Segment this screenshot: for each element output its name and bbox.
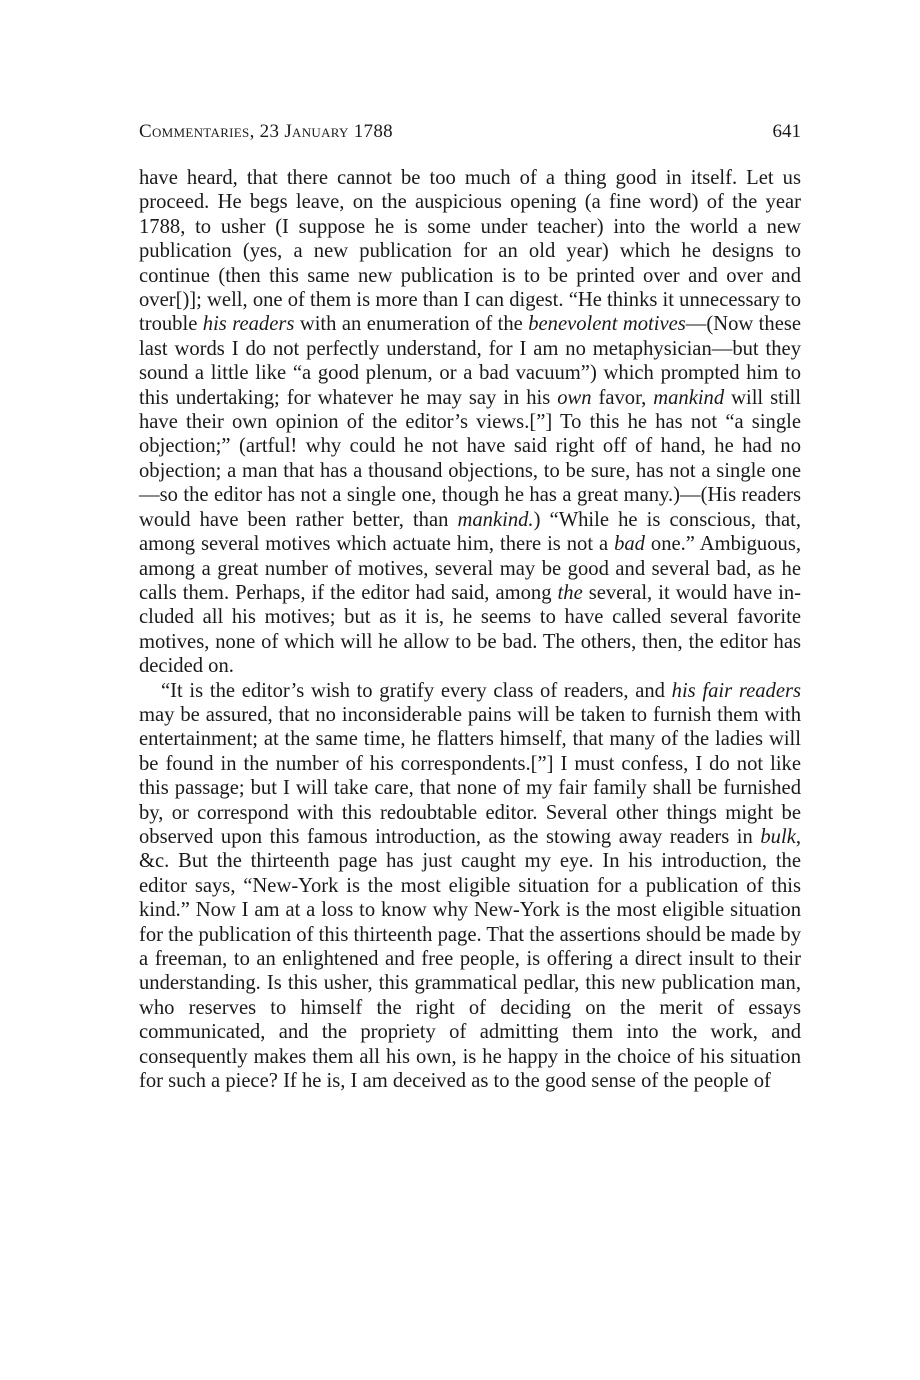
paragraph-text: , &c. But the thirteenth page has just caught my eye. In his introduction, the editor says, “New-York is the most eligible situation for a publication of this kind.” Now I am at a loss to know why New-York is the most eligible situation for the publication of this thirteenth page. That the assertions should be made by a freeman, to an enlightened and free people, is offering a direct insult to their understanding. Is this usher, this grammatical pedlar, this new publication man, who reserves to himself the right of deciding on the merit of essays communicated, and the propriety of admitting them into the work, and consequently makes them all his own, is he happy in the choice of his situation for such a piece? If he is, I am deceived as to the good sense of the people of	[139, 825, 801, 1093]
body-text	[139, 166, 801, 1093]
italic-text: bad	[614, 533, 645, 556]
paragraph	[139, 679, 801, 1094]
paragraph-text: —(Now these last words I do not perfectly understand, for I am no metaphysician—but they sound a little like “a good plenum, or a bad vacuum”) which prompted him to this undertaking; for whatever he may say in his	[139, 313, 801, 409]
paragraph-text: ) “While he is conscious, that, among several motives which actuate him, there is not a	[139, 508, 801, 556]
italic-text: bulk	[760, 825, 796, 848]
paragraph-text: will still have their own opinion of the editor’s views.[”] To this he has not “a single objection;” (artful! why could he not have said right off of hand, he had no objection; a man that has a thousand objections, to be sure, has not a single one—so the editor has not a single one, though he has a great many.)—(His readers would have been rather better, than	[139, 386, 801, 531]
paragraph-text: favor,	[591, 386, 654, 409]
italic-text: his fair readers	[671, 679, 801, 702]
paragraph-text: one.” Ambiguous, among a great number of motives, several may be good and several bad, as he calls them. Perhaps, if the editor had said, among	[139, 533, 801, 604]
paragraph-text: “It is the editor’s wish to gratify every class of readers, and	[161, 679, 672, 702]
paragraph	[139, 166, 801, 679]
italic-text: benevolent motives	[528, 313, 686, 336]
paragraph-text: several, it would have included all his motives; but as it is, he seems to have called several favorite motives, none of which will he allow to be bad. The others, then, the editor has decided on.	[139, 581, 801, 678]
italic-text: the	[557, 581, 583, 604]
running-head	[139, 120, 801, 144]
italic-text: own	[557, 386, 592, 409]
document-page	[139, 120, 801, 1093]
italic-text: mankind	[653, 386, 725, 409]
paragraph-text: have heard, that there cannot be too much of a thing good in itself. Let us proceed. He begs leave, on the auspicious opening (a fine word) of the year 1788, to usher (I suppose he is some under teacher) into the world a new publication (yes, a new publication for an old year) which he designs to continue (then this same new publication is to be printed over and over and over[)]; well, one of them is more than I can digest. “He thinks it unnecessary to trouble	[139, 167, 801, 336]
paragraph-text: may be assured, that no inconsiderable pains will be taken to furnish them with entertainment; at the same time, he flatters himself, that many of the ladies will be found in the number of his correspondents.[”] I must confess, I do not like this passage; but I will take care, that none of my fair family shall be furnished by, or correspond with this redoubtable editor. Several other things might be observed upon this famous introduction, as the stowing away readers in	[139, 703, 801, 848]
paragraph-text: with an enumeration of the	[294, 313, 529, 336]
page-number: 641	[772, 121, 801, 142]
running-head-title: Commentaries, 23 January 1788	[139, 121, 393, 142]
italic-text: mankind.	[457, 508, 534, 531]
italic-text: his readers	[202, 313, 295, 336]
